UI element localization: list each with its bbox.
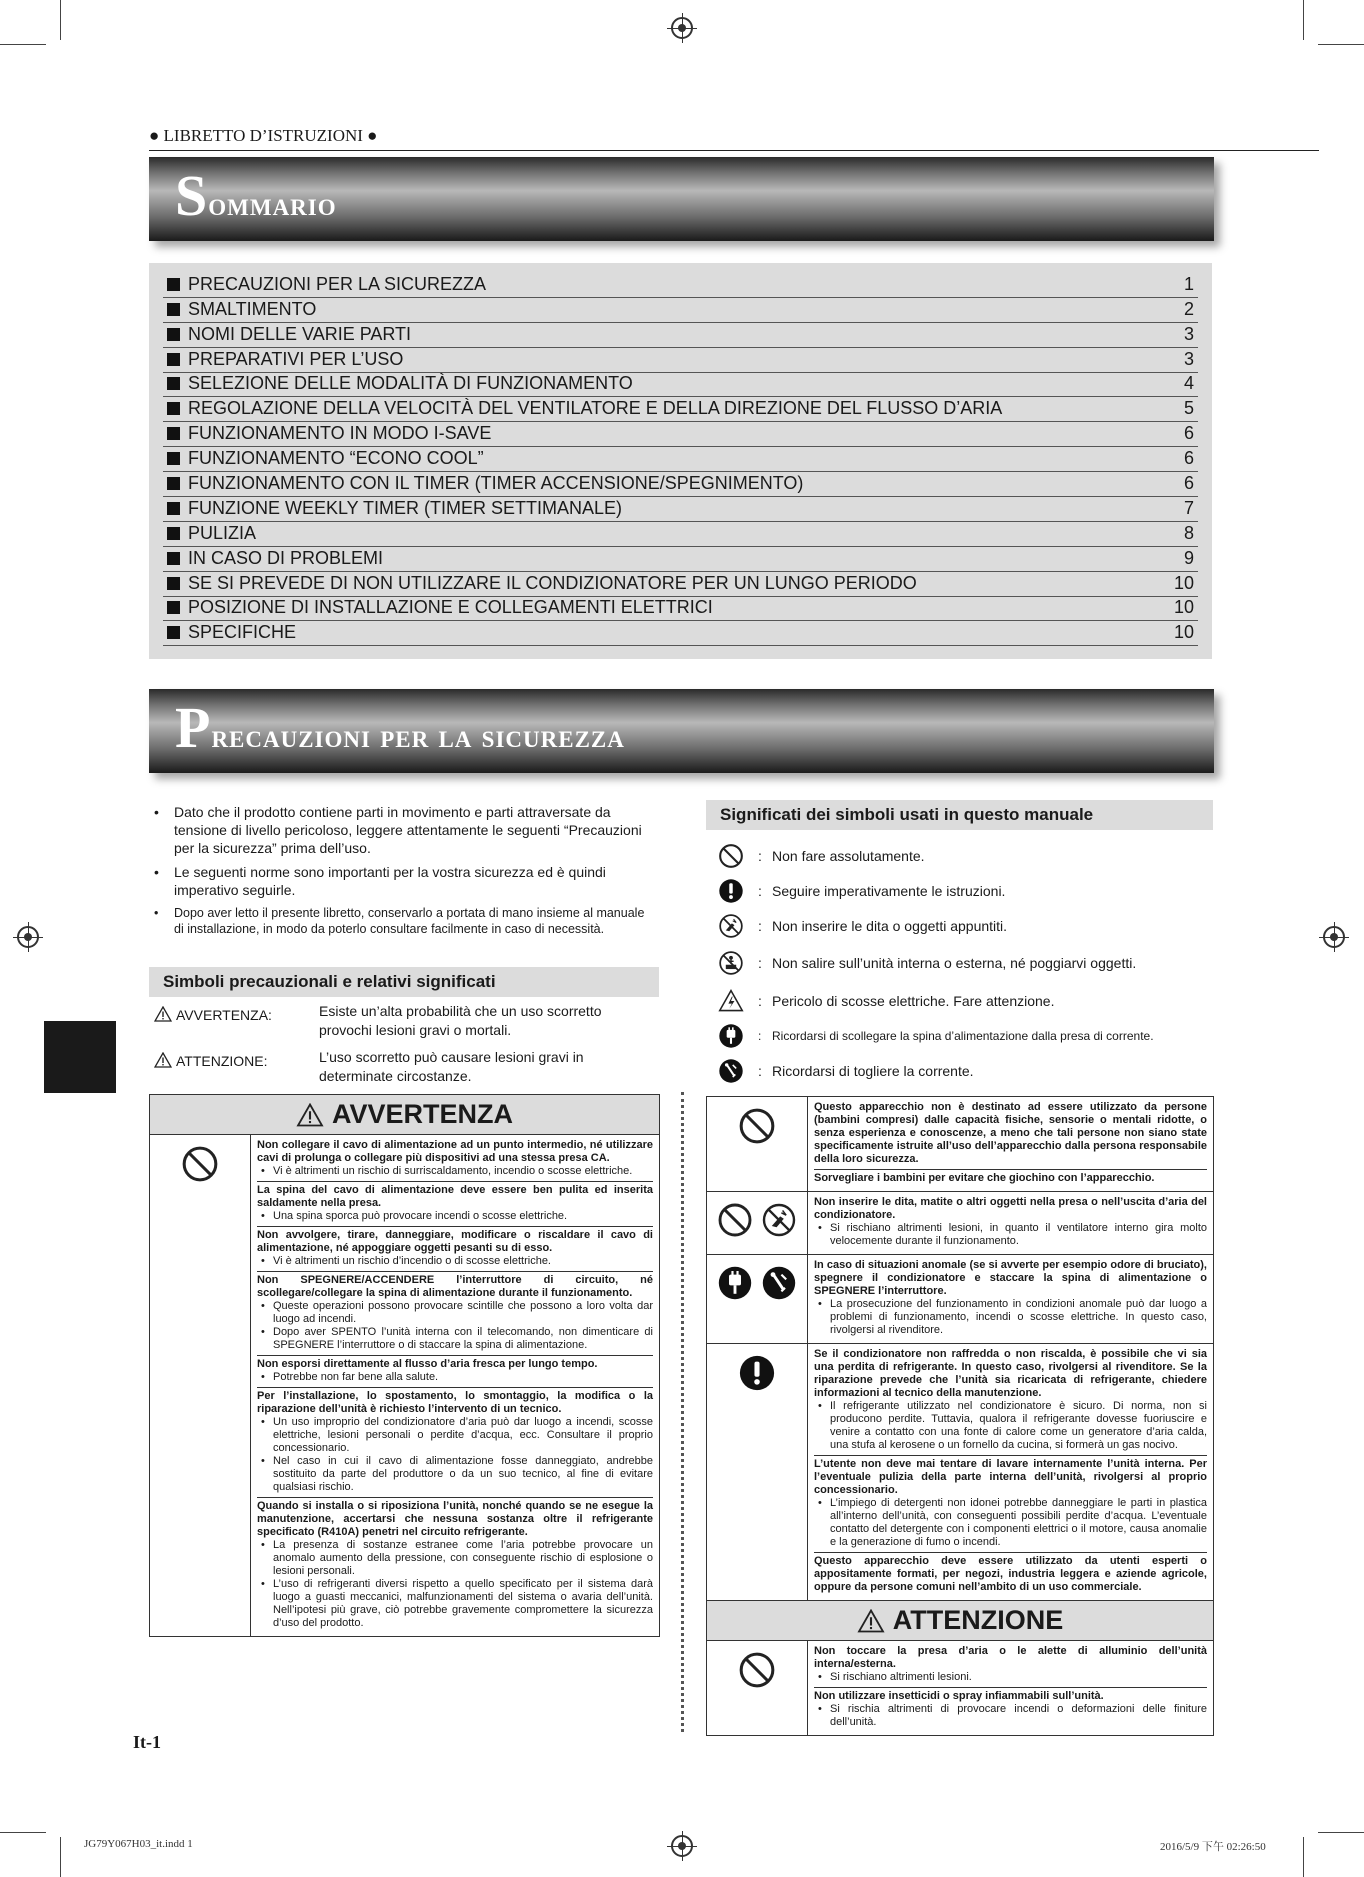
warning-bold: Questo apparecchio non è destinato ad essere utilizzato da persone (bambini compresi) dalle capacità fisiche, sensorie o mentali ridotte, o senza esperienza e conoscenze, a meno che tali persone non siano state specificamente istruite all’uso dell’apparecchio dalla persona responsabile della loro sicurezza. (814, 1101, 1207, 1165)
warning-sub: • Si rischiano altrimenti lesioni, in quanto il ventilatore interno gira molto velocemente durante il funzionamento. (814, 1222, 1207, 1248)
symbol-row: : Ricordarsi di scollegare la spina d’alimentazione dalla presa di corrente. (716, 1018, 1216, 1053)
warning-sub: • Queste operazioni possono provocare scintille che possono a loro volta dar luogo ad incendi. (257, 1300, 653, 1326)
square-bullet-icon (167, 427, 180, 440)
warning-entry (814, 1553, 1207, 1597)
no-climbing-icon (718, 950, 744, 976)
toc-label: POSIZIONE DI INSTALLAZIONE E COLLEGAMENTI ELETTRICI (188, 597, 713, 618)
warning-entry (814, 1643, 1207, 1688)
sommario-banner (149, 157, 1214, 241)
toc-label: FUNZIONAMENTO IN MODO I-SAVE (188, 423, 492, 444)
crop-mark (1303, 1837, 1304, 1877)
square-bullet-icon (167, 353, 180, 366)
warning-entry (257, 1356, 653, 1388)
warning-entry (257, 1498, 653, 1633)
attenzione-title: ATTENZIONE (892, 1605, 1064, 1635)
intro-item: • Dato che il prodotto contiene parti in movimento e parti attraversate da tensione di livello pericoloso, leggere attentamente le seguenti “Precauzioni per la sicurezza” prima dell’uso. (154, 803, 654, 857)
toc-label: FUNZIONAMENTO “ECONO COOL” (188, 448, 484, 469)
toc-label: SELEZIONE DELLE MODALITÀ DI FUNZIONAMENTO (188, 373, 633, 394)
toc-page: 3 (1183, 323, 1194, 344)
definition-term: ATTENZIONE: (176, 1053, 268, 1069)
toc-label: REGOLAZIONE DELLA VELOCITÀ DEL VENTILATORE E DELLA DIREZIONE DEL FLUSSO D’ARIA (188, 398, 1003, 419)
toc-label: PREPARATIVI PER L’USO (188, 348, 404, 369)
warning-bold: Sorvegliare i bambini per evitare che giochino con l’apparecchio. (814, 1172, 1155, 1184)
warning-bold: Non utilizzare insetticidi o spray infiammabili sull’unità. (814, 1690, 1104, 1702)
sommario-title: Sommario (175, 163, 337, 228)
prohibited-icon (738, 1651, 776, 1689)
toc-page: 6 (1183, 423, 1194, 444)
symbols-list (716, 838, 1216, 1088)
mandatory-icon (718, 878, 744, 904)
toc-item (163, 298, 1198, 323)
toc-page: 10 (1173, 572, 1194, 593)
square-bullet-icon (167, 402, 180, 415)
warning-entry (257, 1137, 653, 1182)
warning-bold: Per l’installazione, lo spostamento, lo smontaggio, la modifica o la riparazione dell’unità è richiesto l’intervento di un tecnico. (257, 1390, 653, 1415)
warning-bold: In caso di situazioni anomale (se si avverte per esempio odore di bruciato), spegnere il condizionatore e staccare la spina di alimentazione o SPEGNERE l’interruttore. (814, 1259, 1207, 1297)
prohibited-icon (718, 843, 744, 869)
prohibited-icon (181, 1145, 219, 1183)
toc-item (163, 397, 1198, 422)
registration-mark-icon (1323, 926, 1345, 948)
toc-item (163, 597, 1198, 622)
definition-term: AVVERTENZA: (176, 1007, 272, 1023)
precauzioni-banner (149, 689, 1214, 773)
warning-entry (814, 1456, 1207, 1553)
warning-triangle-icon (296, 1103, 324, 1127)
warning-bold: L’utente non deve mai tentare di lavare internamente l’unità interna. Per l’eventuale pulizia della parte interna dell’unità, rivolgersi al proprio concessionario. (814, 1458, 1207, 1496)
crop-mark (1318, 1832, 1364, 1833)
warning-bold: Non inserire le dita, matite o altri oggetti nella presa o nell’uscita d’aria del condizionatore. (814, 1196, 1207, 1221)
no-fingers-icon (718, 913, 744, 939)
definition-row (154, 1048, 654, 1086)
warning-sub: • La presenza di sostanze estranee come l’aria potrebbe provocare un anomalo aumento della pressione, con conseguente rischio di esplosione o lesioni personali. (257, 1539, 653, 1578)
warning-sub: • Si rischia altrimenti di provocare incendi o deformazioni delle finiture dell’unità. (814, 1703, 1207, 1729)
warning-sub: • Vi è altrimenti un rischio di surriscaldamento, incendio o scosse elettriche. (257, 1165, 653, 1178)
prohibited-icon (717, 1202, 753, 1238)
symbol-row: : Non inserire le dita o oggetti appuntiti. (716, 908, 1216, 943)
intro-item: • Dopo aver letto il presente libretto, conservarlo a portata di mano insieme al manuale di installazione, in modo da poterlo consultare facilmente in caso di necessità. (154, 905, 654, 937)
toc-label: FUNZIONE WEEKLY TIMER (TIMER SETTIMANALE) (188, 497, 623, 518)
registration-mark-icon (671, 1835, 693, 1857)
warning-bold: Non collegare il cavo di alimentazione ad un punto intermedio, né utilizzare cavi di prolunga o collegare più dispositivi ad una stessa presa CA. (257, 1139, 653, 1164)
table-of-contents (149, 263, 1212, 659)
manual-header: ● LIBRETTO D’ISTRUZIONI ● (149, 126, 378, 145)
square-bullet-icon (167, 328, 180, 341)
warning-entry (814, 1170, 1207, 1188)
toc-item (163, 572, 1198, 597)
crop-mark (0, 1832, 46, 1833)
prohibited-icon (738, 1107, 776, 1145)
crop-mark (1318, 44, 1364, 45)
toc-label: PULIZIA (188, 522, 257, 543)
symbol-row: : Pericolo di scosse elettriche. Fare attenzione. (716, 983, 1216, 1018)
toc-item (163, 497, 1198, 522)
electric-shock-icon (718, 988, 744, 1014)
registration-mark-icon (17, 926, 39, 948)
toc-page: 6 (1183, 448, 1194, 469)
definition-desc: Esiste un’alta probabilità che un uso scorretto provochi lesioni gravi o mortali. (319, 1003, 602, 1038)
warning-triangle-icon (154, 1006, 172, 1022)
symbols-manual-header: Significati dei simboli usati in questo manuale (706, 800, 1213, 830)
square-bullet-icon (167, 502, 180, 515)
toc-item (163, 323, 1198, 348)
avvertenza-table-left (149, 1094, 660, 1637)
no-fingers-icon (761, 1202, 797, 1238)
file-name: JG79Y067H03_it.indd 1 (84, 1838, 193, 1850)
warning-bold: Non esporsi direttamente al flusso d’aria fresca per lungo tempo. (257, 1358, 598, 1370)
toc-label: IN CASO DI PROBLEMI (188, 547, 384, 568)
toc-item (163, 422, 1198, 447)
page-number: It-1 (133, 1732, 161, 1752)
mandatory-icon (738, 1354, 776, 1392)
toc-item (163, 273, 1198, 298)
toc-page: 1 (1183, 273, 1194, 294)
registration-mark-icon (671, 17, 693, 39)
warning-sub: • Potrebbe non far bene alla salute. (257, 1371, 653, 1384)
precauzioni-title: Precauzioni per la sicurezza (175, 695, 625, 760)
warning-triangle-icon (154, 1052, 172, 1068)
toc-page: 8 (1183, 522, 1194, 543)
symbol-text: Non inserire le dita o oggetti appuntiti. (772, 917, 1008, 934)
warning-entry (257, 1182, 653, 1227)
toc-item (163, 472, 1198, 497)
symbol-row: : Non salire sull’unità interna o esterna, né poggiarvi oggetti. (716, 943, 1216, 983)
toc-page: 4 (1183, 373, 1194, 394)
symbol-row: : Ricordarsi di togliere la corrente. (716, 1053, 1216, 1088)
crop-mark (0, 44, 46, 45)
power-off-icon (718, 1058, 744, 1084)
symbol-text: Pericolo di scosse elettriche. Fare attenzione. (772, 992, 1055, 1009)
warning-bold: Quando si installa o si riposiziona l’unità, nonché quando se ne esegue la manutenzione, accertarsi che nessuna sostanza oltre il refrigerante specificato (R410A) penetri nel circuito refrigerante. (257, 1500, 653, 1538)
crop-mark (60, 1837, 61, 1877)
unplug-icon (717, 1265, 753, 1301)
toc-item (163, 547, 1198, 572)
definitions (154, 1002, 654, 1094)
toc-page: 7 (1183, 497, 1194, 518)
warning-entry (257, 1272, 653, 1356)
warning-entry (257, 1227, 653, 1272)
square-bullet-icon (167, 527, 180, 540)
chapter-tab (44, 1021, 116, 1093)
symbol-text: Seguire imperativamente le istruzioni. (772, 882, 1006, 899)
warning-entry (814, 1257, 1207, 1340)
warning-bold: Non SPEGNERE/ACCENDERE l’interruttore di circuito, né scollegare/collegare la spina di alimentazione durante il funzionamento. (257, 1274, 653, 1299)
toc-item (163, 348, 1198, 373)
warning-bold: Questo apparecchio deve essere utilizzato da utenti esperti o appositamente formati, per negozi, industria leggera e aziende agricole, oppure da persone comuni nell’ambito di un uso commerciale. (814, 1555, 1207, 1593)
toc-label: NOMI DELLE VARIE PARTI (188, 323, 412, 344)
toc-label: PRECAUZIONI PER LA SICUREZZA (188, 273, 487, 294)
warning-triangle-icon (857, 1609, 885, 1633)
warning-sub: • L’uso di refrigeranti diversi rispetto a quello specificato per il sistema darà luogo a guasti meccanici, malfunzionamenti del sistema o avaria dell’unità. Nell’ipotesi più grave, ciò potrebbe gravemente compromettere la sicurezza d’uso del prodotto. (257, 1578, 653, 1630)
warning-bold: Non toccare la presa d’aria o le alette di alluminio dell’unità interna/esterna. (814, 1645, 1207, 1670)
crop-mark (1303, 0, 1304, 40)
symbol-text: Non fare assolutamente. (772, 847, 925, 864)
toc-label: FUNZIONAMENTO CON IL TIMER (TIMER ACCENSIONE/SPEGNIMENTO) (188, 473, 804, 494)
square-bullet-icon (167, 552, 180, 565)
crop-mark (60, 0, 61, 40)
definition-desc: L’uso scorretto può causare lesioni gravi in determinate circostanze. (319, 1049, 584, 1084)
toc-page: 9 (1183, 547, 1194, 568)
toc-item (163, 373, 1198, 398)
toc-item (163, 447, 1198, 472)
toc-page: 10 (1173, 597, 1194, 618)
toc-label: SMALTIMENTO (188, 298, 317, 319)
square-bullet-icon (167, 452, 180, 465)
warning-sub: • Nel caso in cui il cavo di alimentazione fosse danneggiato, andrebbe sostituito da parte del produttore o da un suo tecnico, al fine di evitare qualsiasi rischio. (257, 1455, 653, 1494)
toc-item (163, 621, 1198, 646)
symbol-text: Ricordarsi di scollegare la spina d’alimentazione dalla presa di corrente. (772, 1028, 1154, 1043)
toc-label: SE SI PREVEDE DI NON UTILIZZARE IL CONDIZIONATORE PER UN LUNGO PERIODO (188, 572, 917, 593)
symbol-text: Ricordarsi di togliere la corrente. (772, 1062, 974, 1079)
warning-sub: • Il refrigerante utilizzato nel condizionatore è sicuro. Di norma, non si producono perdite. Tuttavia, qualora il refrigerante dovesse fuoriuscire e venire a contatto con una fonte di calore come un generatore d’aria calda, una stufa al kerosene o un fornello da cucina, si formerà un gas nocivo. (814, 1400, 1207, 1452)
square-bullet-icon (167, 626, 180, 639)
avvertenza-title: AVVERTENZA (331, 1099, 513, 1129)
warning-entry (257, 1388, 653, 1498)
toc-page: 5 (1183, 398, 1194, 419)
symbol-text: Non salire sull’unità interna o esterna, né poggiarvi oggetti. (772, 955, 1137, 971)
warning-sub: • Si rischiano altrimenti lesioni. (814, 1671, 1207, 1684)
square-bullet-icon (167, 377, 180, 390)
warning-sub: • La prosecuzione del funzionamento in condizioni anomale può dar luogo a problemi di funzionamento, incendi o scosse elettriche. In questo caso, rivolgersi al rivenditore. (814, 1298, 1207, 1337)
warning-entry (814, 1688, 1207, 1732)
warning-entry (814, 1194, 1207, 1251)
warning-sub: • Dopo aver SPENTO l’unità interna con il telecomando, non dimenticare di SPEGNERE l’interruttore o di staccare la spina di alimentazione. (257, 1326, 653, 1352)
square-bullet-icon (167, 577, 180, 590)
symbols-meaning-header: Simboli precauzionali e relativi significati (149, 967, 659, 997)
warning-sub: • Una spina sporca può provocare incendi o scosse elettriche. (257, 1210, 653, 1223)
square-bullet-icon (167, 601, 180, 614)
symbol-row: : Seguire imperativamente le istruzioni. (716, 873, 1216, 908)
warning-entry (814, 1099, 1207, 1170)
toc-page: 6 (1183, 473, 1194, 494)
header-rule (149, 150, 1319, 151)
warning-bold: La spina del cavo di alimentazione deve essere ben pulita ed inserita saldamente nella presa. (257, 1184, 653, 1209)
column-separator (681, 1092, 684, 1732)
toc-item (163, 522, 1198, 547)
warning-bold: Se il condizionatore non raffredda o non riscalda, è possibile che vi sia una perdita di refrigerante. In questo caso, rivolgersi al rivenditore. Se la riparazione prevede che l’unità sia ricaricata di refrigerante, chiedere informazioni al tecnico della manutenzione. (814, 1348, 1207, 1399)
toc-page: 2 (1183, 298, 1194, 319)
square-bullet-icon (167, 303, 180, 316)
intro-list (154, 803, 654, 943)
square-bullet-icon (167, 278, 180, 291)
warning-sub: • Un uso improprio del condizionatore d’aria può dar luogo a incendi, scosse elettriche, lesioni personali o perdite d’acqua, ecc. Consultare il proprio concessionario. (257, 1416, 653, 1455)
toc-page: 10 (1173, 622, 1194, 643)
print-date: 2016/5/9 下午 02:26:50 (1160, 1841, 1266, 1853)
warning-sub: • Vi è altrimenti un rischio d’incendio o di scosse elettriche. (257, 1255, 653, 1268)
power-off-icon (761, 1265, 797, 1301)
symbol-row: : Non fare assolutamente. (716, 838, 1216, 873)
avvertenza-table-right (706, 1096, 1214, 1736)
warning-entry (814, 1346, 1207, 1456)
intro-item: • Le seguenti norme sono importanti per la vostra sicurezza ed è quindi imperativo seguirle. (154, 863, 654, 899)
unplug-icon (718, 1023, 744, 1049)
toc-label: SPECIFICHE (188, 622, 297, 643)
warning-sub: • L’impiego di detergenti non idonei potrebbe danneggiare le parti in plastica all’interno dell’unità, con conseguenti possibili perdite d’acqua. L’eventuale contatto del detergente con i componenti elettrici o il motore, causa anomalie e la generazione di fumo o incendi. (814, 1497, 1207, 1549)
toc-page: 3 (1183, 348, 1194, 369)
square-bullet-icon (167, 477, 180, 490)
definition-row (154, 1002, 654, 1040)
warning-bold: Non avvolgere, tirare, danneggiare, modificare o riscaldare il cavo di alimentazione, né appoggiare oggetti pesanti su di esso. (257, 1229, 653, 1254)
